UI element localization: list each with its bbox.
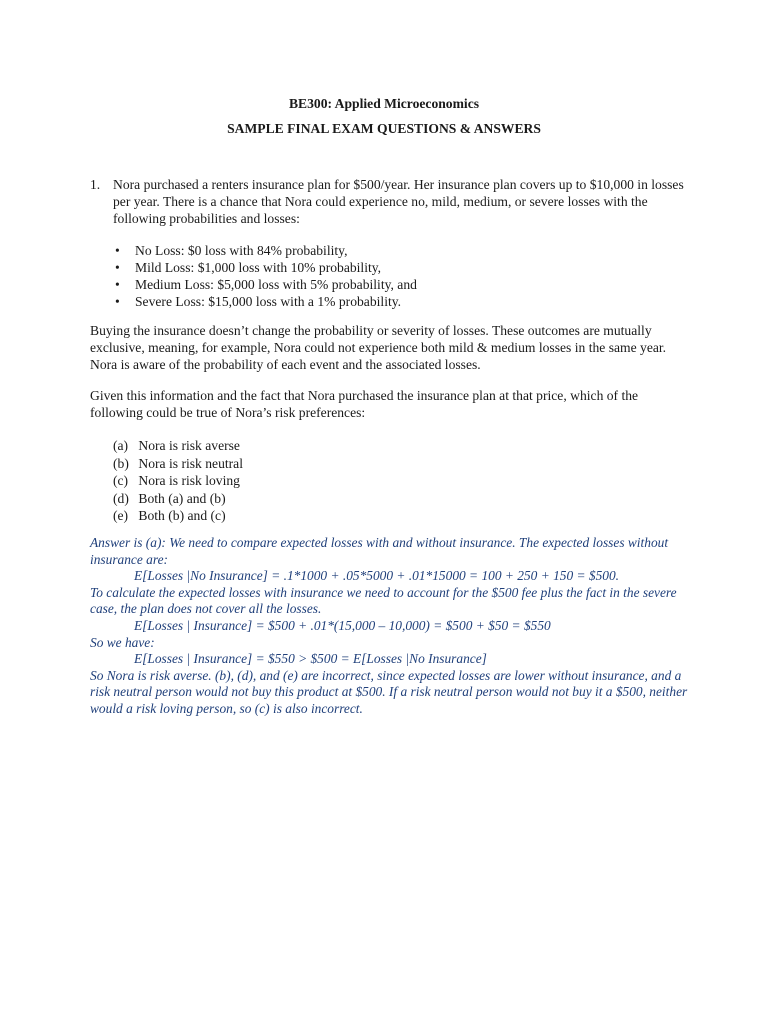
prompt-paragraph: Given this information and the fact that Nora purchased the insurance plan at that price, which of the following could be true of Nora’s risk preferences: — [90, 388, 639, 420]
list-item: • No Loss: $0 loss with 84% probability, — [115, 243, 348, 258]
answer-insurance-note: To calculate the expected losses with insurance we need to account for the $500 fee plus the fact in the severe case, the plan does not cover all the losses. — [90, 584, 677, 617]
course-title: BE300: Applied Microeconomics — [288, 96, 480, 111]
list-item: • Mild Loss: $1,000 loss with 10% probability, — [115, 260, 382, 275]
equation-insurance: E[Losses | Insurance] = $500 + .01*(15,000 – 10,000) = $500 + $50 = $550 — [134, 617, 551, 633]
equation-comparison: E[Losses | Insurance] = $550 > $500 = E[Losses |No Insurance] — [134, 651, 487, 667]
question-text: Nora purchased a renters insurance plan for $500/year. Her insurance plan covers up to $10,000 in losses per year. There is a chance that Nora could experience no, mild, medium, or severe losses with the following probabilities and losses: — [113, 177, 684, 226]
question-block — [90, 176, 690, 227]
answer-explanation — [90, 535, 690, 718]
list-item: • Medium Loss: $5,000 loss with 5% probability, and — [115, 277, 417, 292]
bullet-icon: • — [115, 277, 120, 292]
option-a: (a) Nora is risk averse — [113, 438, 240, 453]
bullet-icon: • — [115, 294, 120, 309]
answer-so-we-have: So we have: — [90, 634, 155, 650]
bullet-icon: • — [115, 260, 120, 275]
equation-no-insurance: E[Losses |No Insurance] = .1*1000 + .05*5000 + .01*15000 = 100 + 250 + 150 = $500. — [134, 568, 620, 584]
assumptions-paragraph: Buying the insurance doesn’t change the probability or severity of losses. These outcomes are mutually exclusive, meaning, for example, Nora could not experience both mild & medium losses in the same year. Nora is aware of the probability of each event and the associated losses. — [90, 323, 667, 372]
list-item: • Severe Loss: $15,000 loss with a 1% probability. — [115, 294, 402, 309]
option-c: (c) Nora is risk loving — [113, 473, 240, 489]
option-e: (e) Both (b) and (c) — [113, 508, 226, 524]
question-number: 1. — [90, 177, 101, 192]
page-subtitle: SAMPLE FINAL EXAM QUESTIONS & ANSWERS — [227, 121, 541, 136]
answer-intro: Answer is (a): We need to compare expected losses with and without insurance. The expected losses without insurance are: — [90, 535, 669, 567]
answer-conclusion: So Nora is risk averse. (b), (d), and (e) are incorrect, since expected losses are lower without insurance, and a risk neutral person would not buy this product at $500. If a risk neutral person would not buy it a $500, neither would a risk loving person, so (c) is also incorrect. — [90, 667, 688, 716]
option-b: (b) Nora is risk neutral — [113, 455, 243, 471]
option-d: (d) Both (a) and (b) — [113, 490, 226, 506]
answer-options — [113, 437, 513, 525]
loss-scenario-list — [113, 242, 673, 310]
bullet-icon: • — [115, 243, 120, 258]
